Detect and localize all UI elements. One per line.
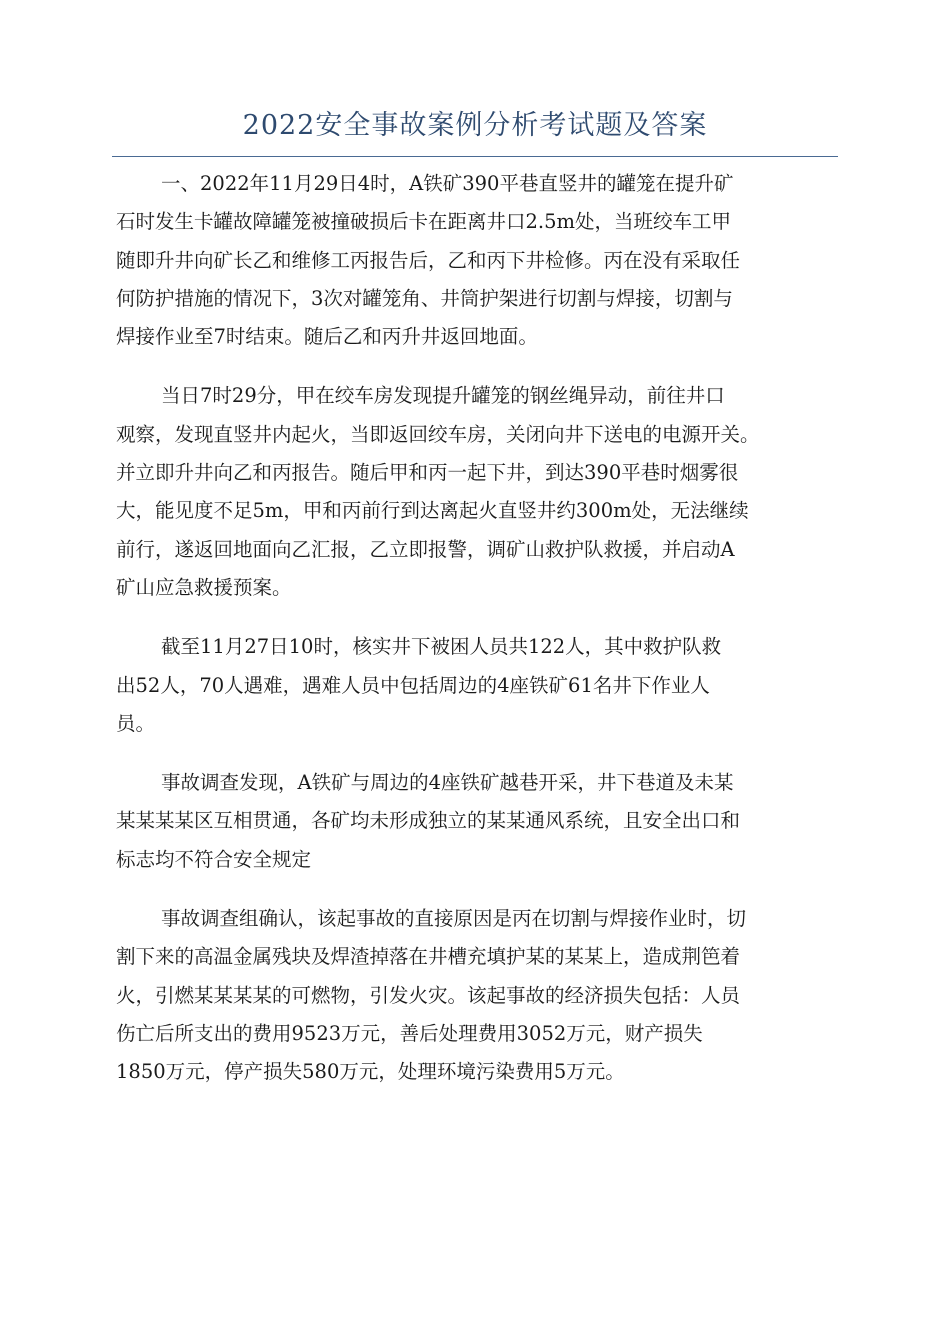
paragraph-3 [116, 628, 838, 743]
paragraph-line: 大，能见度不足5m，甲和丙前行到达离起火直竖井约300m处，无法继续 [116, 499, 749, 523]
paragraph-line: 出52人，70人遇难，遇难人员中包括周边的4座铁矿61名井下作业人 [116, 673, 710, 697]
paragraph-line: 某某某某区互相贯通，各矿均未形成独立的某某通风系统，且安全出口和 [116, 809, 741, 833]
paragraph-2 [116, 377, 838, 607]
document-body [116, 165, 838, 1113]
paragraph-line: 矿山应急救援预案。 [116, 575, 292, 599]
paragraph-5 [116, 900, 838, 1091]
title-divider [112, 156, 838, 157]
paragraph-line: 1850万元，停产损失580万元，处理环境污染费用5万元。 [116, 1060, 625, 1084]
paragraph-line: 随即升井向矿长乙和维修工丙报告后，乙和丙下井检修。丙在没有采取任 [116, 248, 741, 272]
paragraph-line: 事故调查发现，A铁矿与周边的4座铁矿越巷开采，井下巷道及未某 [161, 771, 734, 795]
paragraph-line: 观察，发现直竖井内起火，当即返回绞车房，关闭向井下送电的电源开关。 [116, 422, 760, 446]
paragraph-line: 截至11月27日10时，核实井下被困人员共122人，其中救护队救 [161, 635, 722, 659]
paragraph-line: 焊接作业至7时结束。随后乙和丙升井返回地面。 [116, 325, 538, 349]
paragraph-line: 火，引燃某某某某的可燃物，引发火灾。该起事故的经济损失包括：人员 [116, 983, 741, 1007]
document-title: 2022安全事故案例分析考试题及答案 [242, 110, 708, 141]
paragraph-line: 伤亡后所支出的费用9523万元，善后处理费用3052万元，财产损失 [116, 1021, 703, 1045]
paragraph-line: 何防护措施的情况下，3次对罐笼角、井筒护架进行切割与焊接，切割与 [116, 286, 733, 310]
paragraph-line: 事故调查组确认，该起事故的直接原因是丙在切割与焊接作业时，切 [161, 907, 747, 931]
paragraph-line: 标志均不符合安全规定 [116, 847, 312, 871]
paragraph-line: 石时发生卡罐故障罐笼被撞破损后卡在距离井口2.5m处，当班绞车工甲 [116, 210, 732, 234]
paragraph-line: 当日7时29分，甲在绞车房发现提升罐笼的钢丝绳异动，前往井口 [161, 384, 725, 408]
paragraph-line: 前行，遂返回地面向乙汇报，乙立即报警，调矿山救护队救援，并启动A [116, 537, 735, 561]
paragraph-line: 并立即升井向乙和丙报告。随后甲和丙一起下井，到达390平巷时烟雾很 [116, 461, 739, 485]
paragraph-1 [116, 165, 838, 356]
paragraph-line: 割下来的高温金属残块及焊渣掉落在井槽充填护某的某某上，造成荆笆着 [116, 945, 741, 969]
paragraph-line: 员。 [116, 711, 156, 735]
paragraph-4 [116, 764, 838, 879]
paragraph-line: 一、2022年11月29日4时，A铁矿390平巷直竖井的罐笼在提升矿 [161, 172, 734, 195]
